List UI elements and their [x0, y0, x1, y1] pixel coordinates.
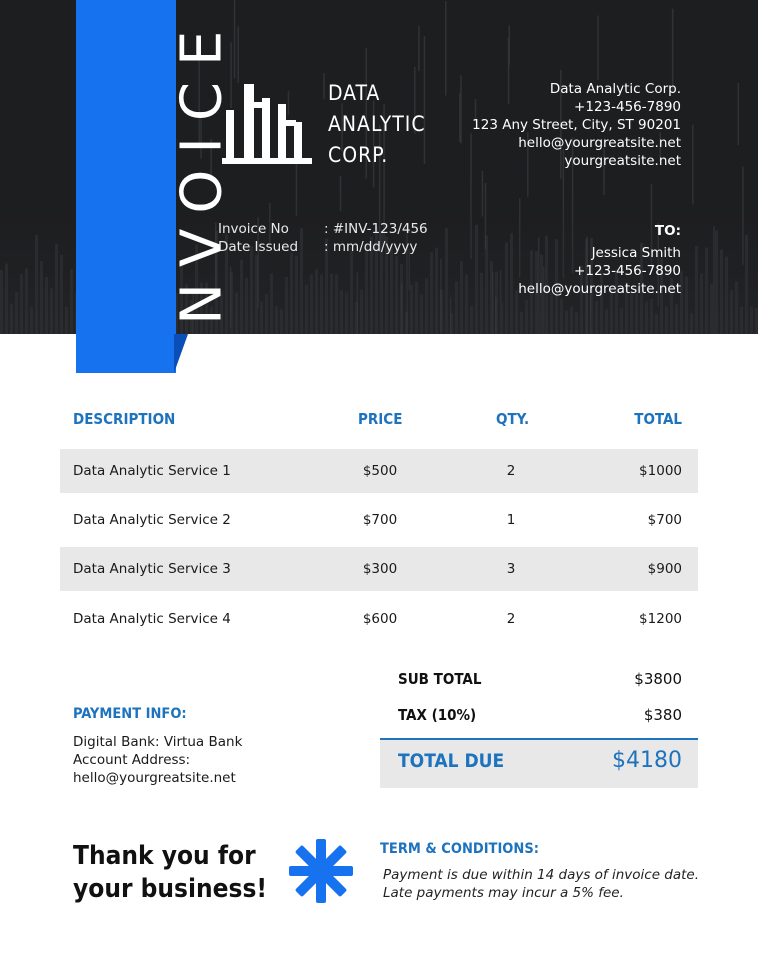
- row-total: $1200: [639, 611, 682, 627]
- total-due-box: [380, 738, 698, 788]
- date-issued-label: Date Issued: [218, 239, 299, 255]
- sender-website: yourgreatsite.net: [564, 153, 681, 169]
- invoice-no-label: Invoice No: [218, 221, 289, 237]
- row-description: Data Analytic Service 4: [73, 611, 231, 627]
- row-description: Data Analytic Service 3: [73, 561, 231, 577]
- payment-info-title: PAYMENT INFO:: [73, 706, 187, 722]
- invoice-title: INVOICE: [169, 14, 235, 358]
- bar-chart-logo-icon: [222, 82, 312, 166]
- row-price: $700: [362, 512, 398, 528]
- background-streak: [738, 83, 740, 145]
- invoice-no-value: : #INV-123/456: [324, 221, 428, 237]
- row-total: $1000: [639, 463, 682, 479]
- background-streak: [237, 26, 239, 83]
- sender-address: 123 Any Street, City, ST 90201: [472, 117, 681, 133]
- sender-name: Data Analytic Corp.: [549, 81, 681, 97]
- bank-line: [73, 733, 242, 751]
- items-table-header: [60, 410, 698, 432]
- background-streak: [418, 26, 420, 71]
- row-qty: 2: [506, 463, 516, 479]
- account-address-label: Account Address:: [73, 752, 191, 768]
- table-row: [60, 449, 698, 493]
- row-price: $300: [362, 561, 398, 577]
- recipient-info: [518, 222, 681, 298]
- asterisk-icon: [288, 838, 354, 904]
- invoice-no-row: [218, 220, 428, 238]
- thank-you-message: [73, 840, 267, 906]
- row-total: $700: [647, 512, 682, 528]
- total-due-value: $4180: [612, 748, 682, 773]
- header-description: DESCRIPTION: [73, 410, 176, 428]
- bank-label: Digital Bank:: [73, 734, 160, 750]
- row-qty: 3: [506, 561, 516, 577]
- bank-value: Virtua Bank: [159, 734, 243, 750]
- thanks-line-1: Thank you for: [73, 841, 256, 871]
- row-description: Data Analytic Service 2: [73, 512, 231, 528]
- recipient-phone: +123-456-7890: [574, 263, 681, 279]
- header-qty: QTY.: [496, 410, 530, 428]
- row-price: $600: [362, 611, 398, 627]
- payment-email: hello@yourgreatsite.net: [73, 770, 236, 786]
- invoice-side-tab: [76, 0, 235, 373]
- background-streak: [445, 1, 447, 95]
- sender-info: [472, 80, 681, 170]
- header-price: PRICE: [358, 410, 403, 428]
- brand-line-2: ANALYTIC: [328, 112, 426, 136]
- row-price: $500: [362, 463, 398, 479]
- recipient-name: Jessica Smith: [591, 245, 681, 261]
- date-issued-value: : mm/dd/yyyy: [324, 239, 418, 255]
- total-due-label: TOTAL DUE: [398, 750, 505, 772]
- terms-body: [383, 866, 699, 902]
- row-description: Data Analytic Service 1: [73, 463, 231, 479]
- invoice-meta: [218, 220, 428, 256]
- table-row: [60, 597, 698, 641]
- brand-line-1: DATA: [328, 81, 381, 105]
- row-total: $900: [647, 561, 682, 577]
- payment-info-body: [73, 733, 242, 787]
- background-streak: [459, 93, 461, 142]
- subtotal-value: $3800: [634, 670, 682, 688]
- table-row: [60, 547, 698, 591]
- terms-title: TERM & CONDITIONS:: [380, 841, 539, 857]
- thanks-line-2: your business!: [73, 874, 268, 904]
- side-tab-fold: [174, 334, 188, 373]
- sender-phone: +123-456-7890: [574, 99, 681, 115]
- sender-email: hello@yourgreatsite.net: [518, 135, 681, 151]
- background-streak: [323, 73, 325, 99]
- header-total: TOTAL: [634, 410, 682, 428]
- recipient-label: TO:: [654, 223, 681, 239]
- row-qty: 1: [506, 512, 516, 528]
- row-qty: 2: [506, 611, 516, 627]
- subtotal-label: SUB TOTAL: [398, 670, 482, 688]
- table-row: [60, 498, 698, 542]
- brand-line-3: CORP.: [328, 143, 389, 167]
- date-issued-row: [218, 238, 428, 256]
- terms-line-1: Payment is due within 14 days of invoice date.: [383, 867, 700, 883]
- tax-value: $380: [643, 706, 682, 724]
- terms-line-2: Late payments may incur a 5% fee.: [383, 885, 624, 901]
- brand-name: [328, 78, 426, 171]
- tax-label: TAX (10%): [398, 706, 477, 724]
- background-streak: [597, 16, 599, 80]
- recipient-email: hello@yourgreatsite.net: [518, 281, 681, 297]
